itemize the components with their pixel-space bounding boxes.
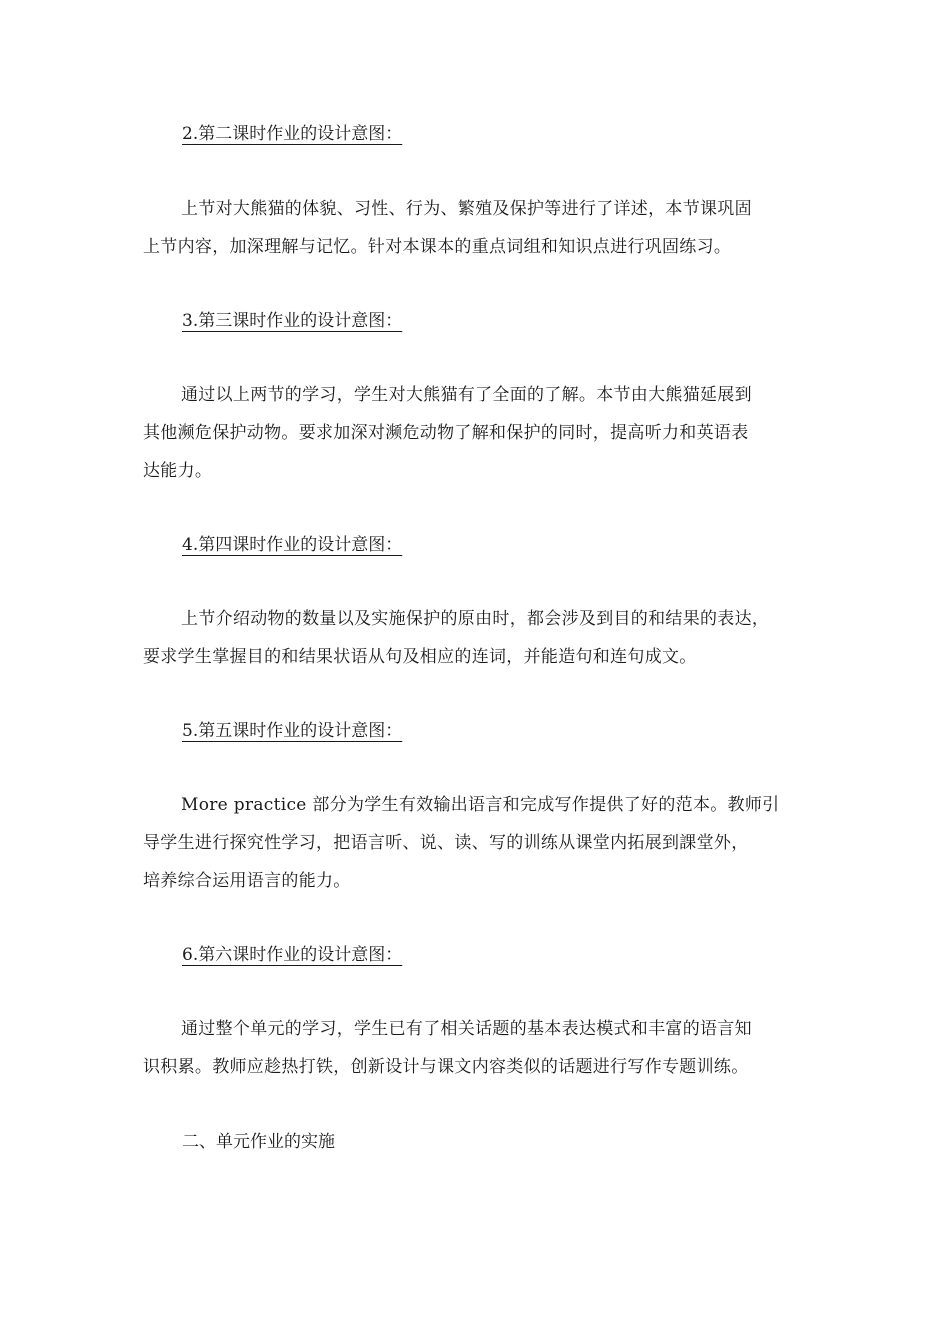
paragraph-lesson-5	[143, 786, 813, 900]
paragraph-line: 要求学生掌握目的和结果状语从句及相应的连词，并能造句和连句成文。	[143, 647, 697, 667]
paragraph-line: 导学生进行探究性学习，把语言听、说、读、写的训练从课堂内拓展到課堂外，	[143, 833, 749, 853]
section-title-implementation: 二、单元作业的实施	[182, 1132, 335, 1152]
heading-lesson-5: 5.第五课时作业的设计意图：	[182, 721, 403, 741]
paragraph-line: 识积累。教师应趁热打铁，创新设计与课文内容类似的话题进行写作专题训练。	[143, 1057, 749, 1077]
paragraph-line: 达能力。	[143, 461, 213, 481]
paragraph-lesson-3	[143, 376, 813, 490]
paragraph-line: 其他濒危保护动物。要求加深对濒危动物了解和保护的同时，提高听力和英语表	[143, 423, 749, 443]
paragraph-line: 通过以上两节的学习，学生对大熊猫有了全面的了解。本节由大熊猫延展到	[181, 385, 752, 405]
heading-lesson-6: 6.第六课时作业的设计意图：	[182, 945, 403, 965]
paragraph-line: More practice 部分为学生有效输出语言和完成写作提供了好的范本。教师引	[181, 795, 780, 815]
heading-lesson-2: 2.第二课时作业的设计意图：	[182, 124, 403, 144]
paragraph-line: 上节内容，加深理解与记忆。针对本课本的重点词组和知识点进行巩固练习。	[143, 237, 732, 257]
paragraph-line: 通过整个单元的学习，学生已有了相关话题的基本表达模式和丰富的语言知	[181, 1019, 752, 1039]
paragraph-line: 培养综合运用语言的能力。	[143, 871, 351, 891]
paragraph-line: 上节介绍动物的数量以及实施保护的原由时，都会涉及到目的和结果的表达，	[181, 609, 770, 629]
paragraph-line: 上节对大熊猫的体貌、习性、行为、繁殖及保护等进行了详述，本节课巩固	[181, 199, 752, 219]
paragraph-lesson-6	[143, 1010, 813, 1086]
paragraph-lesson-4	[143, 600, 813, 676]
paragraph-lesson-2	[143, 190, 813, 266]
heading-lesson-3: 3.第三课时作业的设计意图：	[182, 311, 403, 331]
heading-lesson-4: 4.第四课时作业的设计意图：	[182, 535, 403, 555]
